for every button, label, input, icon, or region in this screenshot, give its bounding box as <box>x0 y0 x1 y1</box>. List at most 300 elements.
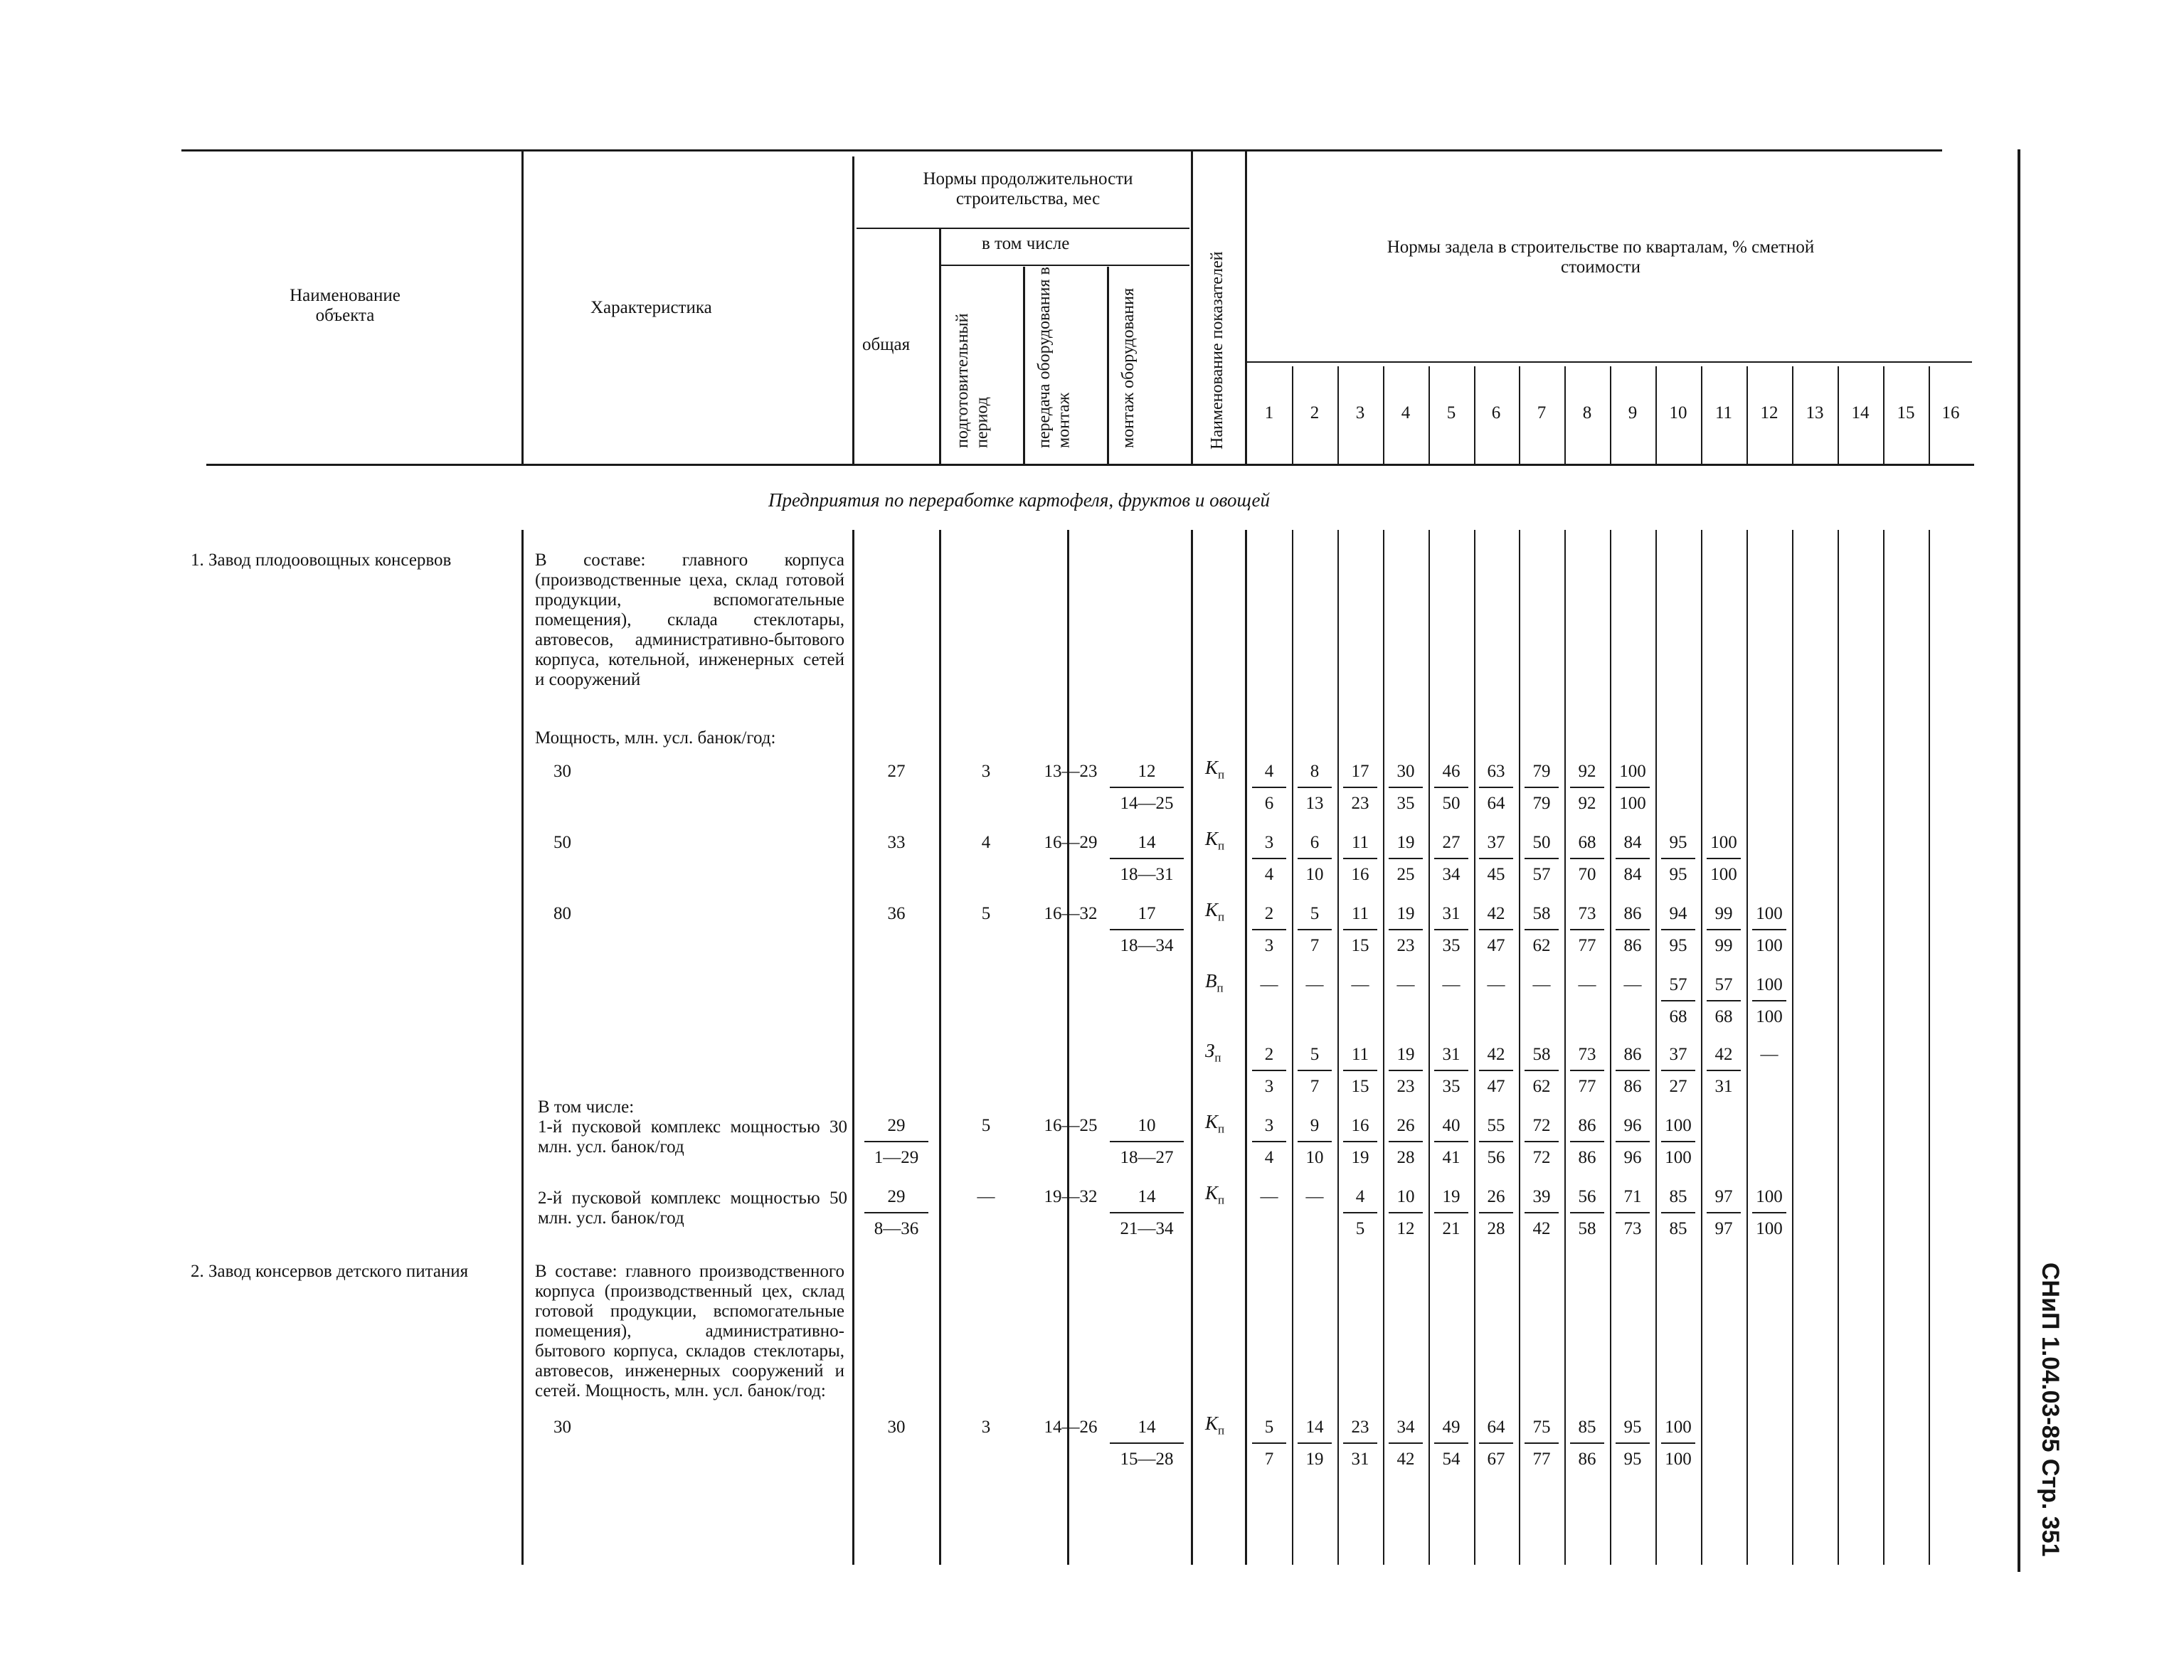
quarter-value-bottom: 15 <box>1351 1077 1369 1096</box>
quarter-col-rule-3 <box>1383 366 1384 464</box>
quarter-value-bottom: 35 <box>1442 936 1461 955</box>
header-col-rule-0 <box>521 151 524 464</box>
quarter-col-rule-9 <box>1655 366 1657 464</box>
row-install-rule <box>1110 1141 1184 1142</box>
quarter-value-bottom: 7 <box>1310 936 1320 955</box>
quarter-value-top: 57 <box>1714 975 1733 994</box>
quarter-value-rule <box>1434 1141 1468 1142</box>
quarter-header-7: 7 <box>1537 403 1547 422</box>
quarter-value-top: 5 <box>1310 1045 1320 1064</box>
quarter-value-bottom: 35 <box>1442 1077 1461 1096</box>
duration-sub-rule <box>857 228 1189 229</box>
quarter-value-bottom: 67 <box>1487 1450 1505 1469</box>
row-prep-period: 4 <box>981 833 991 852</box>
quarter-col-rule-4 <box>1428 366 1430 464</box>
object-composition-2: В составе: главного производственного корпуса (производственный цех, склад готовой продукции, вспомогательные помещения), административно-бытового корпуса, складов стеклотары, автовесов, инженерных сооружений и сетей. Мощность, млн. усл. банок/год: <box>535 1262 844 1400</box>
quarter-value-rule <box>1252 858 1286 859</box>
quarter-value-top: 85 <box>1578 1418 1596 1437</box>
quarter-value-top: 42 <box>1487 904 1505 923</box>
quarter-value-top: 37 <box>1487 833 1505 852</box>
quarter-value-bottom: 100 <box>1710 865 1737 884</box>
quarter-value-bottom: 57 <box>1532 865 1551 884</box>
row-install-top: 10 <box>1138 1116 1156 1135</box>
row-install-bottom: 14—25 <box>1120 794 1174 813</box>
quarter-value-bottom: 79 <box>1532 794 1551 813</box>
section-title: Предприятия по переработке картофеля, фруктов и овощей <box>768 489 1271 511</box>
quarter-value-rule <box>1479 1442 1513 1444</box>
quarter-value-top: 58 <box>1532 1045 1551 1064</box>
quarter-value-top: 95 <box>1623 1418 1642 1437</box>
quarter-value-rule <box>1616 1070 1650 1071</box>
row-install-bottom: 21—34 <box>1120 1219 1174 1238</box>
quarter-value-rule <box>1479 1070 1513 1071</box>
quarter-value-bottom: 68 <box>1714 1007 1733 1026</box>
quarter-value-top: 17 <box>1351 762 1369 781</box>
quarter-value-rule <box>1252 787 1286 788</box>
quarter-value-bottom: 10 <box>1305 865 1324 884</box>
header-indicator-name: Наименование показателей <box>1208 251 1226 450</box>
quarter-header-11: 11 <box>1714 403 1733 422</box>
row-total: 29 <box>887 1116 906 1135</box>
quarter-value-rule <box>1343 787 1377 788</box>
quarter-value-bottom: 86 <box>1578 1450 1596 1469</box>
row-equip-transfer: 16—32 <box>1044 904 1098 923</box>
quarter-value-top: 11 <box>1351 833 1369 852</box>
quarter-value-bottom: 68 <box>1669 1007 1687 1026</box>
quarter-value-rule <box>1616 858 1650 859</box>
row-total-bottom: 1—29 <box>874 1148 919 1167</box>
quarter-value-rule <box>1389 929 1423 930</box>
quarter-value-top: 72 <box>1532 1116 1551 1135</box>
quarter-value-top: 49 <box>1442 1418 1461 1437</box>
quarter-value-rule <box>1661 858 1695 859</box>
quarter-value-bottom: 28 <box>1396 1148 1415 1167</box>
quarter-header-8: 8 <box>1582 403 1592 422</box>
quarter-value-top: 96 <box>1623 1116 1642 1135</box>
quarter-col-rule-11 <box>1746 366 1748 464</box>
quarter-value-top: 3 <box>1264 833 1274 852</box>
row-install-top: 14 <box>1138 1418 1156 1437</box>
row-total-bottom: 8—36 <box>874 1219 919 1238</box>
quarter-value-bottom: 5 <box>1355 1219 1365 1238</box>
in-that-sub-rule <box>940 265 1189 266</box>
quarter-value-top: 100 <box>1756 1187 1783 1206</box>
row-capacity: 50 <box>553 833 571 852</box>
quarter-value-bottom: 92 <box>1578 794 1596 813</box>
body-col-rule-transfer <box>1067 530 1069 1565</box>
quarter-value-top: 19 <box>1396 1045 1415 1064</box>
quarter-value-top: 55 <box>1487 1116 1505 1135</box>
header-equip-transfer: передача оборудования в монтаж <box>1035 267 1074 448</box>
row-equip-transfer: 14—26 <box>1044 1418 1098 1437</box>
quarter-value-rule <box>1616 1212 1650 1213</box>
quarter-value-rule <box>1661 1000 1695 1001</box>
body-col-rule-object <box>521 530 524 1565</box>
quarter-value-top: — <box>1305 975 1324 994</box>
quarter-col-rule-15 <box>1929 366 1930 464</box>
row-prep-period: 5 <box>981 904 991 923</box>
quarter-value-rule <box>1389 858 1423 859</box>
header-col-rule-3 <box>1023 267 1025 464</box>
quarter-value-rule <box>1298 787 1332 788</box>
header-norms-duration: Нормы продолжительности строительства, мес <box>923 169 1133 208</box>
quarter-value-bottom: 72 <box>1532 1148 1551 1167</box>
quarter-value-top: 58 <box>1532 904 1551 923</box>
body-quarter-rule-12 <box>1792 530 1793 1565</box>
quarter-header-5: 5 <box>1446 403 1456 422</box>
quarter-value-bottom: 77 <box>1578 1077 1596 1096</box>
row-indicator <box>1205 829 1224 851</box>
table-top-rule <box>181 149 1942 151</box>
quarter-col-rule-14 <box>1883 366 1885 464</box>
body-col-rule-indicator <box>1245 530 1247 1565</box>
quarter-value-bottom: 95 <box>1669 936 1687 955</box>
indicator-letter: З <box>1205 1040 1215 1061</box>
quarter-value-rule <box>1389 1141 1423 1142</box>
quarter-value-rule <box>1752 1212 1786 1213</box>
quarter-value-top: 63 <box>1487 762 1505 781</box>
quarter-value-bottom: 62 <box>1532 936 1551 955</box>
object-name-2: 2. Завод консервов детского питания <box>191 1262 469 1281</box>
quarter-header-10: 10 <box>1669 403 1687 422</box>
quarter-value-top: 37 <box>1669 1045 1687 1064</box>
quarter-value-rule <box>1707 1000 1741 1001</box>
quarter-value-top: — <box>1442 975 1461 994</box>
indicator-subscript: п <box>1216 981 1224 995</box>
quarter-value-rule <box>1343 1212 1377 1213</box>
quarter-value-bottom: 84 <box>1623 865 1642 884</box>
quarter-value-top: 5 <box>1310 904 1320 923</box>
quarter-value-rule <box>1298 1070 1332 1071</box>
quarter-value-rule <box>1661 1141 1695 1142</box>
quarter-value-top: — <box>1532 975 1551 994</box>
row-install-rule <box>1110 929 1184 930</box>
row-install-rule <box>1110 787 1184 788</box>
quarter-col-rule-6 <box>1519 366 1520 464</box>
quarter-value-top: 75 <box>1532 1418 1551 1437</box>
body-quarter-rule-14 <box>1883 530 1885 1565</box>
quarter-value-top: 86 <box>1578 1116 1596 1135</box>
row-capacity: 80 <box>553 904 571 923</box>
side-running-header: СНиП 1.04.03-85 Стр. 351 <box>2037 1262 2064 1557</box>
body-col-rule-prep <box>939 530 941 1565</box>
quarter-value-rule <box>1479 787 1513 788</box>
quarter-value-top: 19 <box>1396 904 1415 923</box>
quarter-value-bottom: 19 <box>1351 1148 1369 1167</box>
complex-2: 2-й пусковой комплекс мощностью 50 млн. усл. банок/год <box>538 1189 847 1228</box>
quarter-value-top: 94 <box>1669 904 1687 923</box>
indicator-subscript: п <box>1214 1051 1221 1065</box>
indicator-subscript: п <box>1217 767 1225 782</box>
quarter-value-bottom: 4 <box>1264 1148 1274 1167</box>
header-object-name: Наименование объекта <box>290 286 401 325</box>
quarter-value-bottom: 34 <box>1442 865 1461 884</box>
quarter-value-rule <box>1661 1212 1695 1213</box>
quarter-value-top: 95 <box>1669 833 1687 852</box>
quarter-value-rule <box>1298 1442 1332 1444</box>
quarter-value-bottom: 45 <box>1487 865 1505 884</box>
quarter-value-bottom: 96 <box>1623 1148 1642 1167</box>
quarter-value-top: 23 <box>1351 1418 1369 1437</box>
quarter-value-top: 9 <box>1310 1116 1320 1135</box>
quarter-value-top: 57 <box>1669 975 1687 994</box>
indicator-letter: К <box>1205 899 1218 920</box>
quarter-value-rule <box>1525 787 1559 788</box>
row-indicator <box>1205 972 1224 994</box>
quarter-value-top: 50 <box>1532 833 1551 852</box>
quarter-value-bottom: 7 <box>1310 1077 1320 1096</box>
quarter-value-top: — <box>1578 975 1596 994</box>
quarter-value-rule <box>1570 1141 1604 1142</box>
quarter-value-top: 86 <box>1623 1045 1642 1064</box>
row-indicator <box>1205 1414 1224 1436</box>
row-equip-transfer: 16—29 <box>1044 833 1098 852</box>
row-equip-transfer: 13—23 <box>1044 762 1098 781</box>
quarter-value-top: 16 <box>1351 1116 1369 1135</box>
quarter-value-top: 26 <box>1487 1187 1505 1206</box>
quarter-value-top: — <box>1351 975 1369 994</box>
quarter-value-bottom: 77 <box>1578 936 1596 955</box>
row-indicator <box>1205 758 1224 780</box>
quarter-header-9: 9 <box>1628 403 1638 422</box>
row-prep-period: — <box>977 1187 995 1206</box>
quarter-header-15: 15 <box>1897 403 1915 422</box>
header-characteristic: Характеристика <box>590 298 712 317</box>
header-col-rule-1 <box>852 156 854 464</box>
quarter-header-14: 14 <box>1851 403 1870 422</box>
quarter-value-top: — <box>1623 975 1642 994</box>
quarter-value-top: 30 <box>1396 762 1415 781</box>
quarter-value-bottom: 23 <box>1396 1077 1415 1096</box>
row-prep-period: 3 <box>981 762 991 781</box>
quarter-value-top: 42 <box>1487 1045 1505 1064</box>
row-capacity: 30 <box>553 762 571 781</box>
row-install-rule <box>1110 858 1184 859</box>
quarter-value-rule <box>1570 858 1604 859</box>
row-indicator <box>1205 1041 1221 1063</box>
quarter-value-rule <box>1616 787 1650 788</box>
row-capacity: 30 <box>553 1418 571 1437</box>
quarter-value-top: 19 <box>1442 1187 1461 1206</box>
quarter-value-top: 42 <box>1714 1045 1733 1064</box>
quarter-value-rule <box>1252 929 1286 930</box>
quarter-value-top: — <box>1260 975 1278 994</box>
quarter-col-rule-1 <box>1292 366 1293 464</box>
quarter-value-top: 100 <box>1710 833 1737 852</box>
quarter-value-top: 84 <box>1623 833 1642 852</box>
quarter-value-bottom: 19 <box>1305 1450 1324 1469</box>
indicator-subscript: п <box>1217 910 1225 924</box>
quarter-value-bottom: 86 <box>1623 936 1642 955</box>
quarter-value-top: 97 <box>1714 1187 1733 1206</box>
quarter-value-bottom: 35 <box>1396 794 1415 813</box>
quarter-value-top: 3 <box>1264 1116 1274 1135</box>
quarter-value-bottom: 23 <box>1351 794 1369 813</box>
body-quarter-rule-15 <box>1929 530 1930 1565</box>
quarter-value-rule <box>1570 787 1604 788</box>
quarter-value-bottom: 100 <box>1665 1450 1692 1469</box>
quarter-value-bottom: 16 <box>1351 865 1369 884</box>
row-install-bottom: 15—28 <box>1120 1450 1174 1469</box>
quarter-value-top: 26 <box>1396 1116 1415 1135</box>
quarter-value-top: 4 <box>1264 762 1274 781</box>
quarter-col-rule-8 <box>1610 366 1611 464</box>
quarter-value-bottom: 47 <box>1487 1077 1505 1096</box>
quarter-header-2: 2 <box>1310 403 1320 422</box>
right-edge-rule <box>2018 149 2020 1572</box>
quarter-value-bottom: 86 <box>1623 1077 1642 1096</box>
quarter-value-bottom: 28 <box>1487 1219 1505 1238</box>
quarter-value-top: 39 <box>1532 1187 1551 1206</box>
quarter-value-rule <box>1525 1212 1559 1213</box>
quarter-value-top: 73 <box>1578 904 1596 923</box>
quarter-value-rule <box>1661 1070 1695 1071</box>
quarter-value-top: 64 <box>1487 1418 1505 1437</box>
quarter-value-top: 85 <box>1669 1187 1687 1206</box>
indicator-letter: К <box>1205 757 1218 778</box>
header-norms-backlog: Нормы задела в строительстве по кварталам, % сметной стоимости <box>1387 238 1815 277</box>
header-bottom-rule <box>206 464 1974 466</box>
row-total: 30 <box>887 1418 906 1437</box>
indicator-letter: К <box>1205 828 1218 849</box>
quarter-value-top: 4 <box>1355 1187 1365 1206</box>
quarter-value-top: 11 <box>1351 1045 1369 1064</box>
header-equip-install: монтаж оборудования <box>1119 287 1138 448</box>
quarter-value-top: 19 <box>1396 833 1415 852</box>
header-prep-period: подготовительный период <box>953 313 992 448</box>
quarter-value-top: 86 <box>1623 904 1642 923</box>
quarter-value-bottom: 6 <box>1264 794 1274 813</box>
quarter-value-bottom: 15 <box>1351 936 1369 955</box>
quarter-value-bottom: 56 <box>1487 1148 1505 1167</box>
quarter-value-bottom: 3 <box>1264 1077 1274 1096</box>
quarter-value-bottom: 10 <box>1305 1148 1324 1167</box>
quarter-value-rule <box>1479 1212 1513 1213</box>
quarter-value-bottom: 31 <box>1714 1077 1733 1096</box>
quarter-value-bottom: 99 <box>1714 936 1733 955</box>
quarter-col-rule-7 <box>1564 366 1566 464</box>
indicator-letter: К <box>1205 1413 1218 1434</box>
row-equip-transfer: 16—25 <box>1044 1116 1098 1135</box>
quarter-value-bottom: 42 <box>1532 1219 1551 1238</box>
quarter-value-bottom: 95 <box>1623 1450 1642 1469</box>
row-total: 36 <box>887 904 906 923</box>
quarter-value-rule <box>1343 858 1377 859</box>
row-total-rule <box>864 1141 928 1142</box>
quarter-value-top: — <box>1396 975 1415 994</box>
quarter-value-rule <box>1389 1070 1423 1071</box>
quarter-value-bottom: 73 <box>1623 1219 1642 1238</box>
header-col-rule-4 <box>1107 267 1109 464</box>
quarter-value-bottom: 54 <box>1442 1450 1461 1469</box>
quarter-value-top: 14 <box>1305 1418 1324 1437</box>
row-install-rule <box>1110 1442 1184 1444</box>
quarter-col-rule-5 <box>1474 366 1475 464</box>
quarter-value-rule <box>1707 1070 1741 1071</box>
quarter-value-rule <box>1298 929 1332 930</box>
quarter-value-bottom: 70 <box>1578 865 1596 884</box>
quarter-header-6: 6 <box>1491 403 1501 422</box>
quarter-value-top: 31 <box>1442 904 1461 923</box>
quarter-value-rule <box>1434 929 1468 930</box>
quarter-value-bottom: 27 <box>1669 1077 1687 1096</box>
quarter-value-rule <box>1616 929 1650 930</box>
row-install-top: 14 <box>1138 833 1156 852</box>
row-install-bottom: 18—34 <box>1120 936 1174 955</box>
quarter-value-rule <box>1389 1212 1423 1213</box>
quarter-value-rule <box>1434 1442 1468 1444</box>
quarter-value-rule <box>1616 1442 1650 1444</box>
quarter-value-bottom: 100 <box>1665 1148 1692 1167</box>
row-install-top: 14 <box>1138 1187 1156 1206</box>
quarter-value-bottom: 64 <box>1487 794 1505 813</box>
indicator-subscript: п <box>1217 1122 1225 1136</box>
quarter-value-top: 8 <box>1310 762 1320 781</box>
body-col-rule-install <box>1191 530 1193 1565</box>
quarter-value-top: 99 <box>1714 904 1733 923</box>
quarter-value-rule <box>1252 1070 1286 1071</box>
quarter-col-rule-13 <box>1838 366 1839 464</box>
quarter-value-rule <box>1570 1070 1604 1071</box>
quarter-col-rule-2 <box>1337 366 1339 464</box>
quarter-value-top: 46 <box>1442 762 1461 781</box>
quarter-value-rule <box>1525 1141 1559 1142</box>
quarter-value-top: 2 <box>1264 904 1274 923</box>
quarter-value-top: 92 <box>1578 762 1596 781</box>
object-name-1: 1. Завод плодоовощных консервов <box>191 551 452 570</box>
quarter-value-bottom: 100 <box>1619 794 1646 813</box>
row-total-rule <box>864 1212 928 1213</box>
row-total: 33 <box>887 833 906 852</box>
quarter-col-rule-10 <box>1701 366 1702 464</box>
quarter-value-top: 100 <box>1665 1116 1692 1135</box>
quarter-value-rule <box>1616 1141 1650 1142</box>
quarter-value-bottom: 50 <box>1442 794 1461 813</box>
quarter-value-rule <box>1525 858 1559 859</box>
quarter-value-top: 31 <box>1442 1045 1461 1064</box>
quarter-value-top: 56 <box>1578 1187 1596 1206</box>
quarter-value-rule <box>1525 929 1559 930</box>
quarter-value-top: 10 <box>1396 1187 1415 1206</box>
quarter-value-top: 79 <box>1532 762 1551 781</box>
row-prep-period: 3 <box>981 1418 991 1437</box>
header-total: общая <box>862 335 911 354</box>
indicator-letter: К <box>1205 1182 1218 1203</box>
quarter-value-top: — <box>1487 975 1505 994</box>
including-label: В том числе: <box>538 1097 635 1117</box>
quarter-value-bottom: 47 <box>1487 936 1505 955</box>
quarter-value-top: 2 <box>1264 1045 1274 1064</box>
quarter-value-rule <box>1661 1442 1695 1444</box>
quarter-value-top: 27 <box>1442 833 1461 852</box>
quarter-value-bottom: 4 <box>1264 865 1274 884</box>
capacity-label: Мощность, млн. усл. банок/год: <box>535 728 776 748</box>
row-indicator <box>1205 900 1224 923</box>
quarter-value-rule <box>1707 929 1741 930</box>
quarter-value-rule <box>1752 1000 1786 1001</box>
quarter-value-bottom: 58 <box>1578 1219 1596 1238</box>
quarter-value-top: — <box>1305 1187 1324 1206</box>
quarter-value-rule <box>1434 1070 1468 1071</box>
quarter-header-12: 12 <box>1760 403 1779 422</box>
quarters-sub-rule <box>1246 361 1972 363</box>
quarter-header-1: 1 <box>1264 403 1274 422</box>
quarter-value-top: 34 <box>1396 1418 1415 1437</box>
quarter-value-rule <box>1525 1442 1559 1444</box>
quarter-value-bottom: 42 <box>1396 1450 1415 1469</box>
header-col-rule-5 <box>1191 151 1193 464</box>
quarter-header-3: 3 <box>1355 403 1365 422</box>
